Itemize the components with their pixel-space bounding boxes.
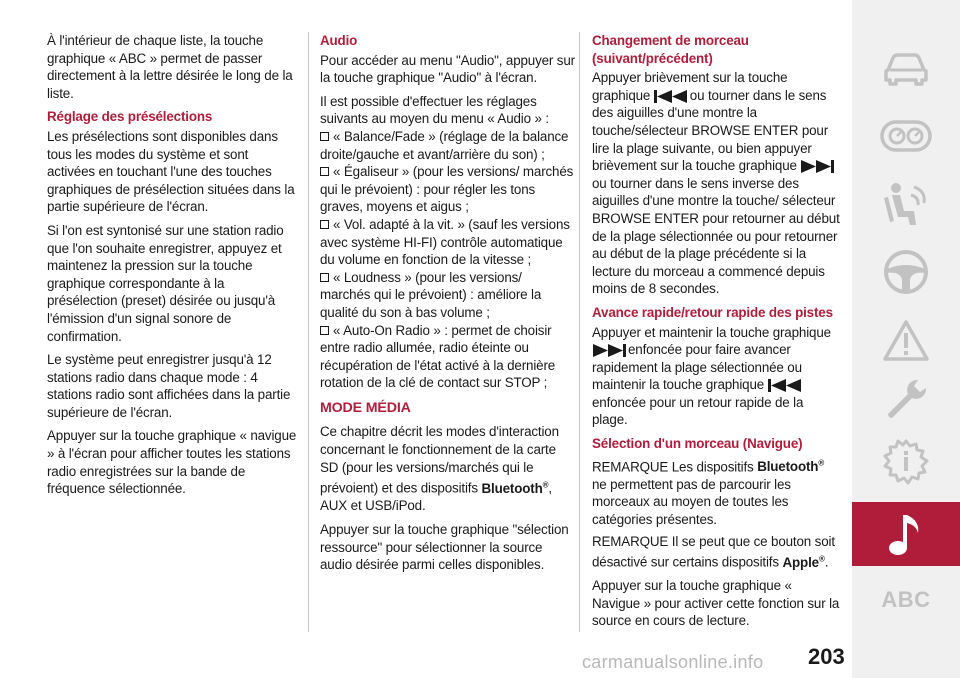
paragraph: REMARQUE Il se peut que ce bouton soit désactivé sur certains dispositifs Apple®. <box>592 533 835 570</box>
section-heading-track-change: Changement de morceau (suivant/précédent) <box>592 33 749 66</box>
bullet-square-icon <box>320 220 329 229</box>
bullet-item: « Loudness » (pour les versions/ marchés qui le prévoient) : améliore la qualité du son à bas volume ; <box>320 269 542 320</box>
paragraph: Appuyer et maintenir la touche graphique enfoncée pour faire avancer rapidement la plage sélectionnée ou maintenir la touche graphique enfoncée pour un retour rapide de la plage. <box>592 324 831 428</box>
watermark: carmanualsonline.info <box>582 652 764 672</box>
paragraph: Le système peut enregistrer jusqu'à 12 stations radio dans chaque mode : 4 stations radio sont affichées dans la partie supérieure de l'écran. <box>47 352 291 420</box>
bullet-item: « Auto-On Radio » : permet de choisir entre radio allumée, radio éteinte ou récupération de l'état activé à la dernière rotation de la clé de contact sur STOP ; <box>320 322 556 391</box>
bullet-square-icon <box>320 326 329 335</box>
section-heading-audio: Audio <box>320 33 358 48</box>
bullet-item: « Vol. adapté à la vit. » (sauf les versions avec système HI-FI) contrôle automatique du volume en fonction de la vitesse ; <box>320 216 570 268</box>
paragraph: Pour accéder au menu "Audio", appuyer sur la touche graphique "Audio" à l'écran. <box>320 52 575 86</box>
paragraph: Appuyer sur la touche graphique « navigue » à l'écran pour afficher toutes les stations radio enregistrées sur la bande de fréquence sélectionnée. <box>47 428 297 497</box>
bullet-item: « Balance/Fade » (réglage de la balance droite/gauche et avant/arrière du son) ; <box>320 128 569 162</box>
sidebar-item-technical-data[interactable] <box>852 430 960 494</box>
paragraph: À l'intérieur de chaque liste, la touche graphique « ABC » permet de passer directement à la lettre désirée le long de la liste. <box>47 33 293 101</box>
column-3 <box>592 32 842 636</box>
previous-track-icon <box>768 379 802 392</box>
sidebar-item-multimedia[interactable] <box>852 502 960 566</box>
seat-airbag-icon <box>884 181 928 227</box>
sidebar-item-maintenance[interactable] <box>852 368 960 432</box>
sidebar-abc-label: ABC <box>881 587 931 612</box>
column-divider <box>308 32 309 632</box>
paragraph: Il est possible d'effectuer les réglages suivants au moyen du menu « Audio » : <box>320 93 549 127</box>
paragraph: REMARQUE Les dispositifs Bluetooth® ne permettent pas de parcourir les morceaux au moyen de toutes les catégories présentes. <box>592 458 825 527</box>
paragraph: Appuyer sur la touche graphique "sélection ressource" pour sélectionner la source audio désirée parmi celles disponibles. <box>320 521 569 573</box>
paragraph: Appuyer brièvement sur la touche graphique ou tourner dans le sens des aiguilles d'une montre la touche/sélecteur BROWSE ENTER pour lire la plage suivante, ou bien appuyer brièvement sur la touche graphique ou tourner dans le sens inverse des aiguilles d'une montre la touche/ sélecteur BROWSE ENTER pour retourner au début de la plage sélectionnée ou pour retourner au début de la plage précédente si la lecture du morceau a commencé depuis moins de 8 secondes. <box>592 70 840 297</box>
warning-triangle-icon <box>883 319 929 361</box>
sidebar-item-warnings[interactable] <box>852 308 960 372</box>
chapter-sidebar <box>852 0 960 678</box>
steering-wheel-icon <box>883 249 929 295</box>
paragraph: Ce chapitre décrit les modes d'interaction concernant le fonctionnement de la carte SD (pour les versions/marchés qui le prévoient) et des dispositifs Bluetooth®, AUX et USB/iPod. <box>320 424 559 514</box>
brand-bluetooth: Bluetooth® <box>757 458 825 475</box>
section-heading-presets: Réglage des présélections <box>47 109 213 125</box>
sidebar-item-car[interactable] <box>852 36 960 100</box>
paragraph: Appuyer sur la touche graphique « Navigue » pour activer cette fonction sur la source en cours de lecture. <box>592 578 840 629</box>
section-heading-browse: Sélection d'un morceau (Navigue) <box>592 436 803 452</box>
sidebar-item-safety[interactable] <box>852 172 960 236</box>
section-heading-media-mode: MODE MÉDIA <box>320 399 411 416</box>
paragraph: Si l'on est syntonisé sur une station radio que l'on souhaite enregistrer, appuyez et maintenez la pression sur la touche graphique correspondante à la présélection (preset) désirée ou jusqu'à l'émission d'un signal sonore de confirmation. <box>47 222 284 344</box>
previous-track-icon <box>654 90 688 103</box>
paragraph: Les présélections sont disponibles dans tous les modes du système et sont activées en touchant l'une des touches graphiques de présélection situées dans la partie supérieure de l'écran. <box>47 128 295 215</box>
sidebar-item-index[interactable] <box>852 568 960 632</box>
column-1 <box>47 32 297 504</box>
next-track-icon <box>592 344 626 357</box>
section-heading-fast-forward: Avance rapide/retour rapide des pistes <box>592 304 833 320</box>
bullet-square-icon <box>320 132 329 141</box>
wrench-icon <box>884 378 928 422</box>
info-gear-icon <box>883 439 929 485</box>
next-track-icon <box>800 160 834 173</box>
bullet-square-icon <box>320 273 329 282</box>
brand-apple: Apple® <box>782 554 825 570</box>
column-divider <box>579 32 580 632</box>
page-number: 203 <box>808 644 845 669</box>
sidebar-item-driving[interactable] <box>852 240 960 304</box>
gauges-icon <box>880 120 932 152</box>
music-note-icon <box>886 511 926 557</box>
sidebar-item-gauges[interactable] <box>852 104 960 168</box>
bullet-item: « Égaliseur » (pour les versions/ marchés qui le prévoient) : pour régler les tons graves, moyens et aigus ; <box>320 164 574 215</box>
bullet-square-icon <box>320 167 329 176</box>
brand-bluetooth: Bluetooth® <box>481 480 549 496</box>
car-icon <box>882 50 930 86</box>
column-2 <box>320 32 575 580</box>
